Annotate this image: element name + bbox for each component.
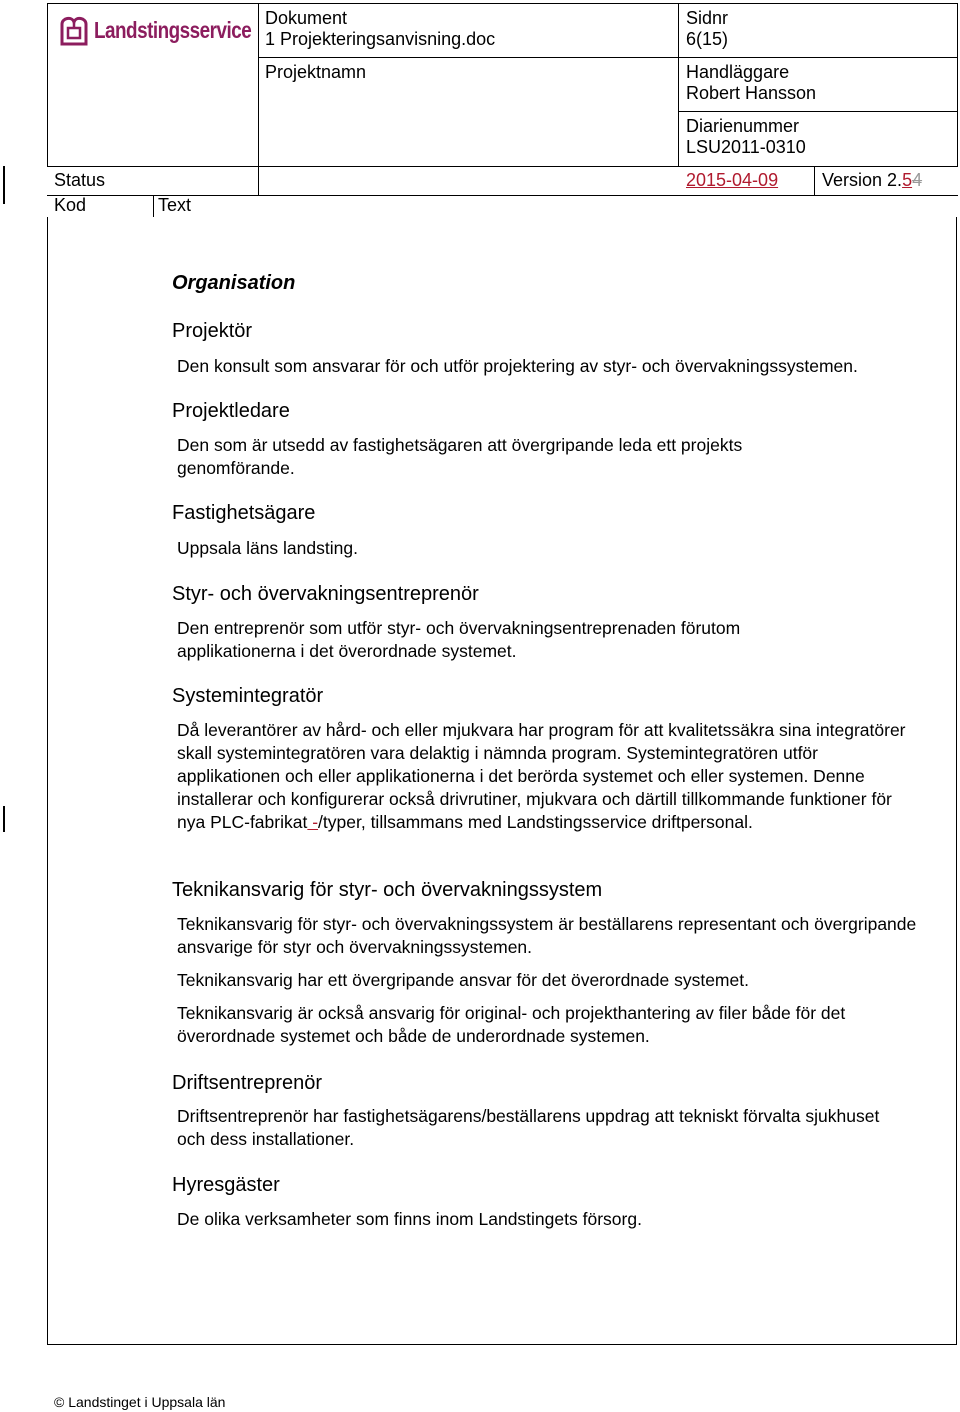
text-label: Text	[158, 195, 192, 215]
kod-label: Kod	[54, 195, 87, 215]
dokument-label: Dokument	[265, 8, 348, 28]
definition-styr-entreprenor: Den entreprenör som utför styr- och övervakningsentreprenaden förutom applikationerna i det överordnade systemet.	[177, 618, 741, 661]
definition-projektor: Den konsult som ansvarar för och utför projektering av styr- och övervakningssystemen.	[177, 356, 858, 376]
dokument-value: 1 Projekteringsanvisning.doc	[265, 29, 496, 49]
definition-hyresgaster: De olika verksamheter som finns inom Landstingets försorg.	[177, 1209, 642, 1229]
tracked-insertion: -	[307, 812, 319, 832]
term-hyresgaster: Hyresgäster	[172, 1174, 280, 1196]
definition-systemintegrator	[177, 719, 915, 834]
term-driftsentreprenor: Driftsentreprenör	[172, 1072, 323, 1094]
revision-date: 2015-04-09	[686, 170, 779, 190]
term-teknikansvarig: Teknikansvarig för styr- och övervakningssystem	[172, 879, 603, 901]
sidnr-label: Sidnr	[686, 8, 729, 28]
diarienummer-value: LSU2011-0310	[686, 137, 806, 157]
term-systemintegrator: Systemintegratör	[172, 685, 324, 707]
handlaggare-label: Handläggare	[686, 62, 790, 82]
page-footer	[54, 1394, 225, 1410]
definition-projektledare: Den som är utsedd av fastighetsägaren att övergripande leda ett projekts genomförande.	[177, 435, 743, 478]
definition-systemintegrator-text: Då leverantörer av hård- och eller mjukvara har program för att kvalitetssäkra sina integratörer skall systemintegratören vara delaktig i nämnda program. Systemintegratören utför applikationen och eller applikationerna i det berörda systemet och eller systemen. Denne installerar och konfigurerar också drivrutiner, mjukvara och därtill tillkommande funktioner för nya PLC-fabrikat	[177, 720, 906, 832]
section-title: Organisation	[172, 272, 296, 294]
revision-change-bar-body	[3, 806, 5, 832]
status-label: Status	[54, 170, 106, 190]
term-styr-entreprenor: Styr- och övervakningsentreprenör	[172, 583, 479, 605]
footer-text: Landstinget i Uppsala län	[68, 1394, 226, 1410]
diarienummer-label: Diarienummer	[686, 116, 800, 136]
logo-mark-icon	[58, 14, 90, 46]
definition-teknikansvarig-2: Teknikansvarig har ett övergripande ansvar för det överordnade systemet.	[177, 970, 749, 990]
term-projektledare: Projektledare	[172, 400, 290, 422]
sidnr-value: 6(15)	[686, 29, 729, 49]
projektnamn-label: Projektnamn	[265, 62, 367, 82]
landstingsservice-logo	[58, 12, 286, 48]
definition-systemintegrator-text-end: /typer, tillsammans med Landstingsservice driftpersonal.	[318, 812, 753, 832]
version-number	[822, 169, 922, 191]
definition-driftsentreprenor: Driftsentreprenör har fastighetsägarens/beställarens uppdrag att tekniskt förvalta sjukhuset och dess installationer.	[177, 1106, 880, 1149]
term-fastighetsagare: Fastighetsägare	[172, 502, 316, 524]
definition-teknikansvarig-3: Teknikansvarig är också ansvarig för original- och projekthantering av filer både för det överordnade systemet och både de underordnade systemen.	[177, 1003, 846, 1046]
copyright-icon: ©	[54, 1394, 65, 1410]
handlaggare-value: Robert Hansson	[686, 83, 817, 103]
revision-change-bar	[3, 166, 5, 204]
version-old-digit: 4	[912, 170, 923, 190]
definition-teknikansvarig-1: Teknikansvarig för styr- och övervakningssystem är beställarens representant och övergripande ansvarige för styr och övervakningssystemen.	[177, 914, 917, 957]
term-projektor: Projektör	[172, 320, 253, 342]
logo-wordmark: Landstingsservice	[94, 16, 252, 43]
version-new-digit: 5	[902, 170, 913, 190]
version-prefix: Version 2.	[822, 170, 903, 190]
definition-fastighetsagare: Uppsala läns landsting.	[177, 538, 358, 558]
